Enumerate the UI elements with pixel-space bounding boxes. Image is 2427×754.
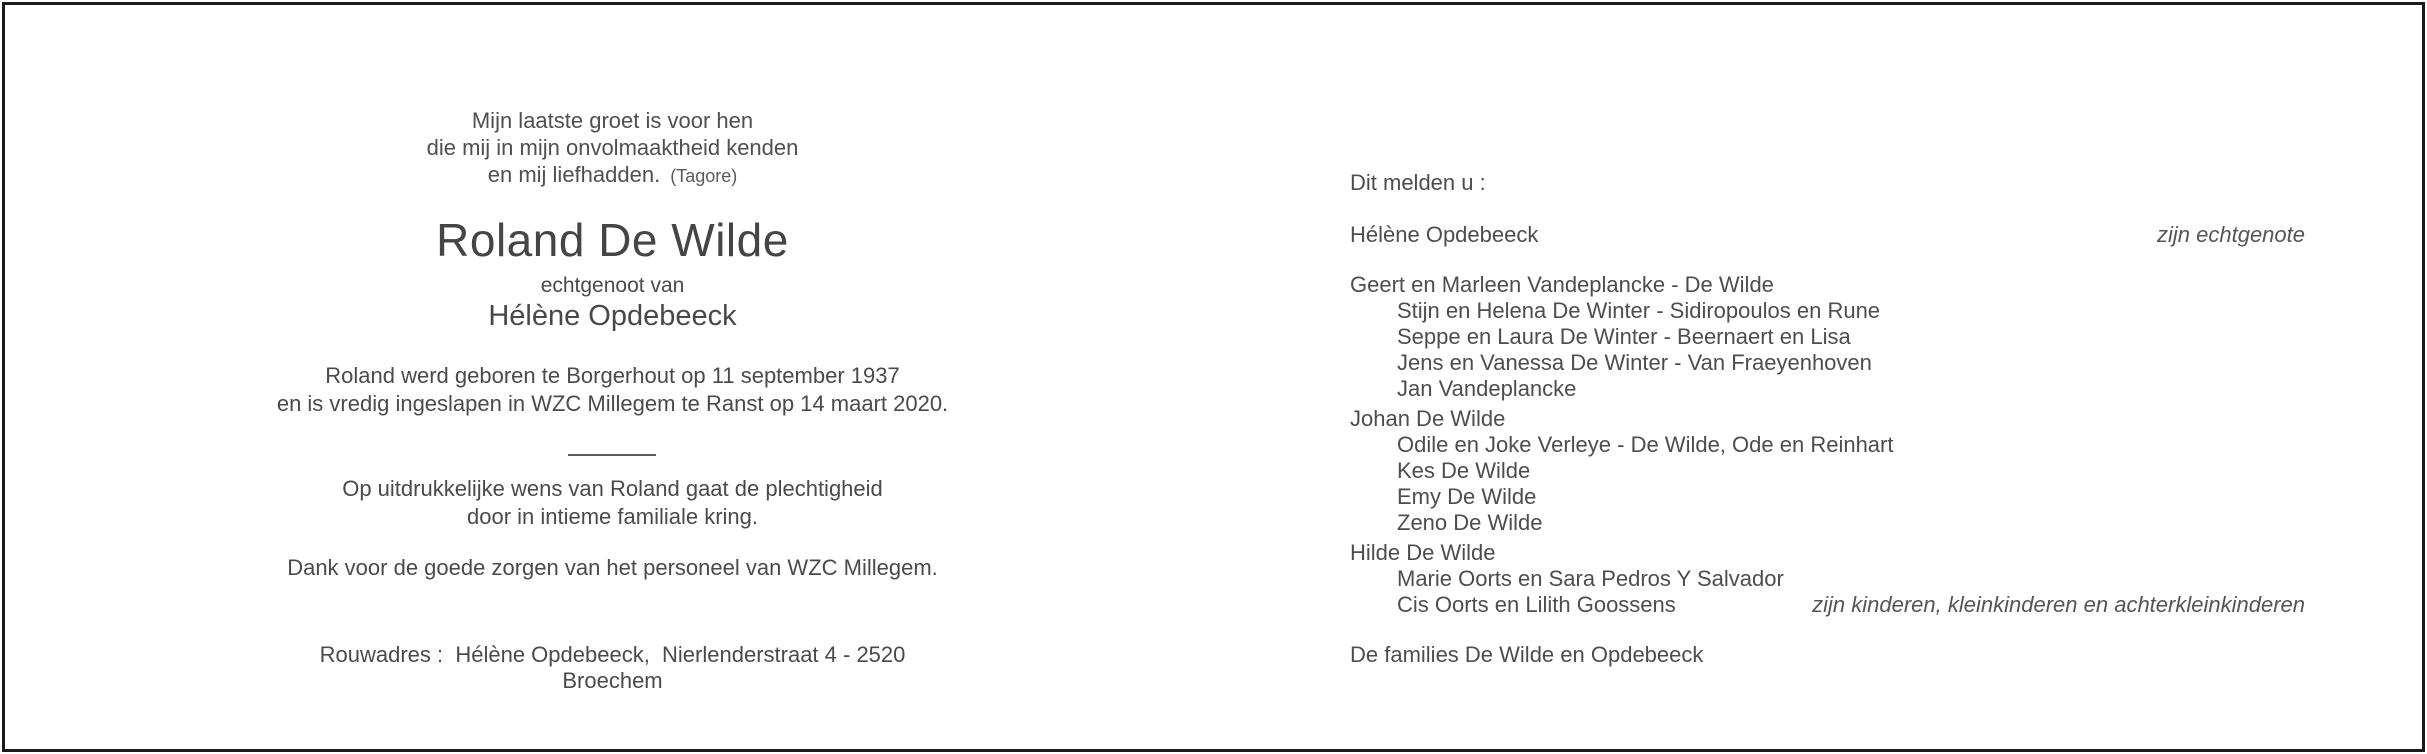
announce-label: Dit melden u : [1350,170,1486,195]
family-head: Geert en Marleen Vandeplancke - De Wilde [1350,272,1774,297]
family-member: Odile en Joke Verleye - De Wilde, Ode en Reinhart [1397,432,1894,457]
families-closing: De families De Wilde en Opdebeeck [1350,642,1704,667]
quote-text: en mij liefhadden. [487,162,661,187]
thanks-note: Dank voor de goede zorgen van het personeel van WZC Millegem. [287,555,938,580]
ceremony-line-1: Op uitdrukkelijke wens van Roland gaat de plechtigheid [342,476,883,501]
family-member: Kes De Wilde [1397,458,1531,483]
family-head: Johan De Wilde [1350,406,1506,431]
spouse-name: Hélène Opdebeeck [488,300,737,332]
family-member: Seppe en Laura De Winter - Beernaert en Lisa [1397,324,1851,349]
spouse-role-label: zijn echtgenote [2157,222,2305,247]
announcing-spouse-name: Hélène Opdebeeck [1350,222,1539,247]
quote-attribution: (Tagore) [670,166,738,186]
ceremony-line-2: door in intieme familiale kring. [466,504,759,529]
family-group-hilde [1350,540,2305,618]
family-head: Hilde De Wilde [1350,540,1496,565]
quote-line-3 [275,161,950,190]
family-member-row [1350,592,2305,618]
memorial-card [2,2,2425,752]
family-group-vandeplancke [1350,272,2305,402]
family-member: Cis Oorts en Lilith Goossens [1397,592,1676,617]
ceremony-notice [275,475,950,531]
family-member: Emy De Wilde [1397,484,1537,509]
opening-quote [275,107,950,190]
deceased-name: Roland De Wilde [436,214,789,266]
family-group-johan [1350,406,2305,536]
section-divider [568,454,656,456]
mourning-address: Rouwadres : Hélène Opdebeeck, Nierlenderstraat 4 - 2520 Broechem [319,642,912,693]
relation-label: echtgenoot van [540,274,685,297]
children-role-label: zijn kinderen, kleinkinderen en achterkleinkinderen [1812,592,2305,617]
birth-line: Roland werd geboren te Borgerhout op 11 september 1937 [325,363,900,388]
family-member: Jens en Vanessa De Winter - Van Fraeyenhoven [1397,350,1872,375]
quote-line-1: Mijn laatste groet is voor hen [471,108,754,133]
family-member: Jan Vandeplancke [1397,376,1577,401]
family-member: Stijn en Helena De Winter - Sidiropoulos en Rune [1397,298,1881,323]
family-member: Zeno De Wilde [1397,510,1543,535]
spouse-row [1350,222,2305,248]
family-member: Marie Oorts en Sara Pedros Y Salvador [1397,566,1784,591]
quote-line-2: die mij in mijn onvolmaaktheid kenden [426,135,799,160]
death-line: en is vredig ingeslapen in WZC Millegem te Ranst op 14 maart 2020. [276,391,949,416]
life-dates [275,362,950,418]
